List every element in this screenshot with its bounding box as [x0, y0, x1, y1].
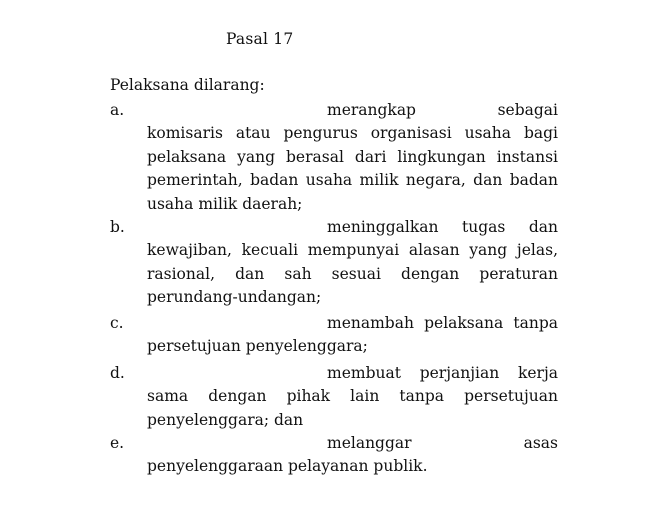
- list-item-b-line-1: meninggalkan tugas dan: [327, 218, 558, 236]
- list-item-b-body: [147, 216, 558, 310]
- list-item-c-body: [147, 312, 558, 359]
- list-item-c-line-2: persetujuan penyelenggara;: [147, 337, 368, 356]
- list-marker-b: b.: [110, 218, 125, 236]
- list-item-b-line-4: perundang-undangan;: [147, 288, 322, 307]
- list-item-c-line-1: menambah pelaksana tanpa: [327, 314, 558, 332]
- list-item-d-body: [147, 362, 558, 432]
- list-marker-e: e.: [110, 434, 125, 452]
- list-marker-d: d.: [110, 364, 125, 382]
- list-item-a-line-4: pemerintah, badan usaha milik negara, dan badan: [147, 171, 558, 190]
- list-item-d-line-3: penyelenggara; dan: [147, 410, 304, 429]
- list-item-e-line-2: penyelenggaraan pelayanan publik.: [147, 457, 428, 476]
- article-title: Pasal 17: [226, 30, 294, 48]
- list-item-a-line-1: merangkap sebagai: [327, 101, 558, 119]
- list-item-a-line-5: usaha milik daerah;: [147, 194, 303, 213]
- intro-text: Pelaksana dilarang:: [110, 76, 265, 94]
- list-item-d-line-2: sama dengan pihak lain tanpa persetujuan: [147, 387, 558, 406]
- list-item-e-body: [147, 432, 558, 479]
- list-marker-c: c.: [110, 314, 124, 332]
- list-item-e-line-1: melanggar asas: [327, 434, 558, 452]
- list-item-a-line-2: komisaris atau pengurus organisasi usaha bagi: [147, 124, 558, 143]
- list-item-b-line-3: rasional, dan sah sesuai dengan peraturan: [147, 264, 558, 283]
- list-item-b-line-2: kewajiban, kecuali mempunyai alasan yang jelas,: [147, 241, 558, 260]
- list-item-a-body: [147, 99, 558, 216]
- list-item-d-line-1: membuat perjanjian kerja: [327, 364, 558, 382]
- list-marker-a: a.: [110, 101, 125, 119]
- list-item-a-line-3: pelaksana yang berasal dari lingkungan instansi: [147, 147, 558, 166]
